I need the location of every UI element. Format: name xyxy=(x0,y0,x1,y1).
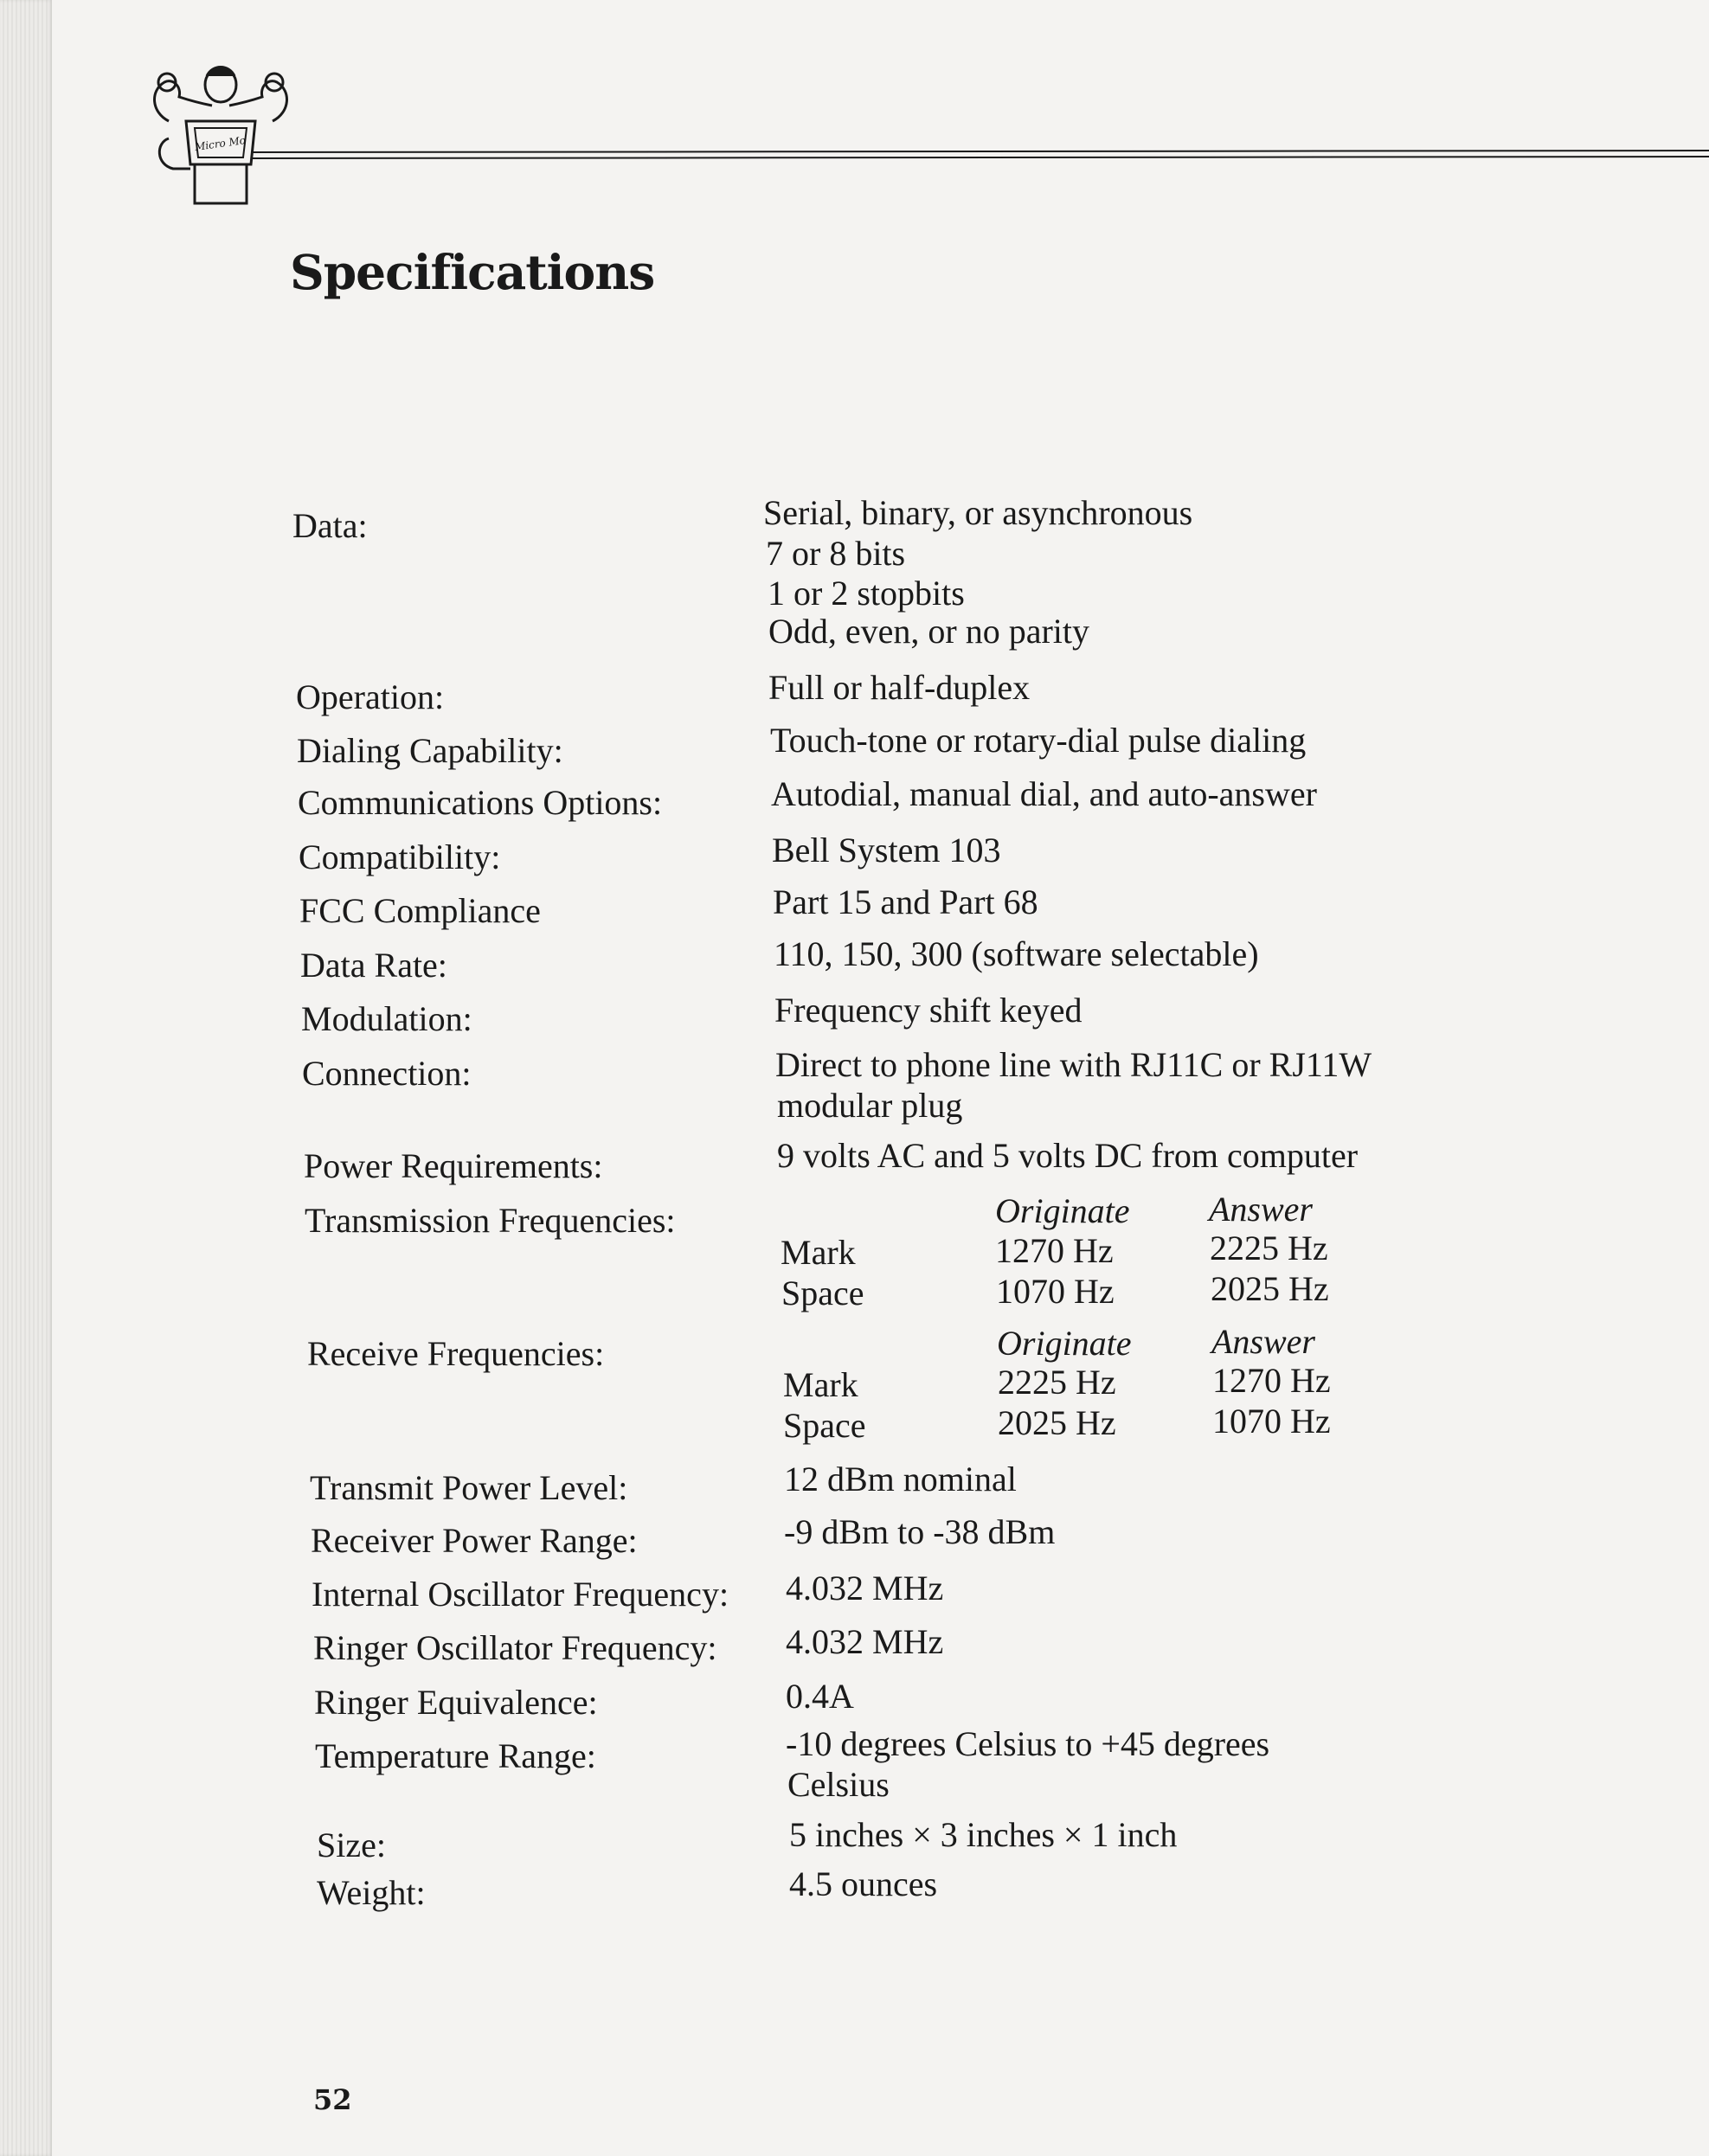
label-transmission-frequencies: Transmission Frequencies: xyxy=(305,1201,676,1240)
label-ringer-oscillator: Ringer Oscillator Frequency: xyxy=(313,1628,717,1667)
value-dialing: Touch-tone or rotary-dial pulse dialing xyxy=(770,721,1307,760)
tx-space-originate: 1070 Hz xyxy=(996,1272,1115,1311)
label-ringer-equivalence: Ringer Equivalence: xyxy=(314,1683,598,1722)
label-receive-frequencies: Receive Frequencies: xyxy=(307,1334,605,1373)
value-data-rate: 110, 150, 300 (software selectable) xyxy=(774,934,1259,973)
label-dialing: Dialing Capability: xyxy=(297,731,563,770)
rx-header-originate: Originate xyxy=(997,1324,1132,1363)
header-rule xyxy=(251,147,1709,166)
label-power: Power Requirements: xyxy=(304,1146,603,1185)
rx-mark-originate: 2225 Hz xyxy=(998,1363,1116,1402)
value-connection-1: Direct to phone line with RJ11C or RJ11W xyxy=(775,1045,1372,1084)
value-data-2: 7 or 8 bits xyxy=(766,534,906,573)
tx-row-space: Space xyxy=(781,1274,864,1312)
label-temperature: Temperature Range: xyxy=(315,1736,596,1775)
value-temperature-2: Celsius xyxy=(787,1765,890,1804)
value-data-1: Serial, binary, or asynchronous xyxy=(763,493,1193,532)
label-size: Size: xyxy=(317,1826,386,1864)
rx-space-originate: 2025 Hz xyxy=(998,1403,1116,1442)
value-operation: Full or half-duplex xyxy=(768,668,1031,707)
value-size: 5 inches × 3 inches × 1 inch xyxy=(789,1815,1178,1854)
tx-space-answer: 2025 Hz xyxy=(1211,1269,1329,1308)
label-modulation: Modulation: xyxy=(301,999,472,1038)
value-internal-oscillator: 4.032 MHz xyxy=(786,1569,944,1607)
value-transmit-power: 12 dBm nominal xyxy=(784,1460,1017,1498)
rx-mark-answer: 1270 Hz xyxy=(1212,1361,1331,1400)
value-data-3: 1 or 2 stopbits xyxy=(768,574,965,613)
tx-row-mark: Mark xyxy=(781,1233,856,1272)
value-ringer-equivalence: 0.4A xyxy=(786,1677,854,1716)
label-communications: Communications Options: xyxy=(298,783,663,822)
label-receiver-power: Receiver Power Range: xyxy=(311,1521,638,1560)
value-connection-2: modular plug xyxy=(777,1086,963,1125)
label-internal-oscillator: Internal Oscillator Frequency: xyxy=(312,1575,729,1614)
label-data: Data: xyxy=(292,506,368,545)
label-fcc: FCC Compliance xyxy=(299,891,541,930)
value-power: 9 volts AC and 5 volts DC from computer xyxy=(777,1136,1359,1175)
label-operation: Operation: xyxy=(296,677,445,716)
page-title: Specifications xyxy=(290,244,655,300)
value-modulation: Frequency shift keyed xyxy=(774,991,1083,1030)
rx-row-mark: Mark xyxy=(783,1365,858,1404)
value-weight: 4.5 ounces xyxy=(789,1864,938,1903)
label-transmit-power: Transmit Power Level: xyxy=(310,1468,628,1507)
label-compatibility: Compatibility: xyxy=(299,837,501,876)
page-edge xyxy=(0,0,52,2156)
value-data-4: Odd, even, or no parity xyxy=(768,612,1090,651)
label-connection: Connection: xyxy=(302,1054,472,1093)
rx-space-answer: 1070 Hz xyxy=(1212,1402,1331,1441)
value-ringer-oscillator: 4.032 MHz xyxy=(786,1622,944,1661)
value-communications: Autodial, manual dial, and auto-answer xyxy=(771,774,1317,813)
tx-mark-originate: 1270 Hz xyxy=(995,1231,1114,1270)
label-data-rate: Data Rate: xyxy=(300,946,447,985)
value-fcc: Part 15 and Part 68 xyxy=(773,882,1038,921)
mascot-sign-text: Micro Mo xyxy=(194,133,247,154)
page-number: 52 xyxy=(313,2083,352,2116)
label-weight: Weight: xyxy=(317,1873,426,1912)
value-temperature-1: -10 degrees Celsius to +45 degrees xyxy=(786,1724,1270,1763)
rx-header-answer: Answer xyxy=(1211,1322,1315,1361)
tx-header-originate: Originate xyxy=(995,1191,1130,1230)
tx-header-answer: Answer xyxy=(1209,1190,1313,1229)
rx-row-space: Space xyxy=(783,1406,866,1445)
value-receiver-power: -9 dBm to -38 dBm xyxy=(784,1512,1056,1551)
tx-mark-answer: 2225 Hz xyxy=(1210,1229,1328,1267)
value-compatibility: Bell System 103 xyxy=(772,831,1001,869)
mascot-illustration xyxy=(143,61,299,212)
